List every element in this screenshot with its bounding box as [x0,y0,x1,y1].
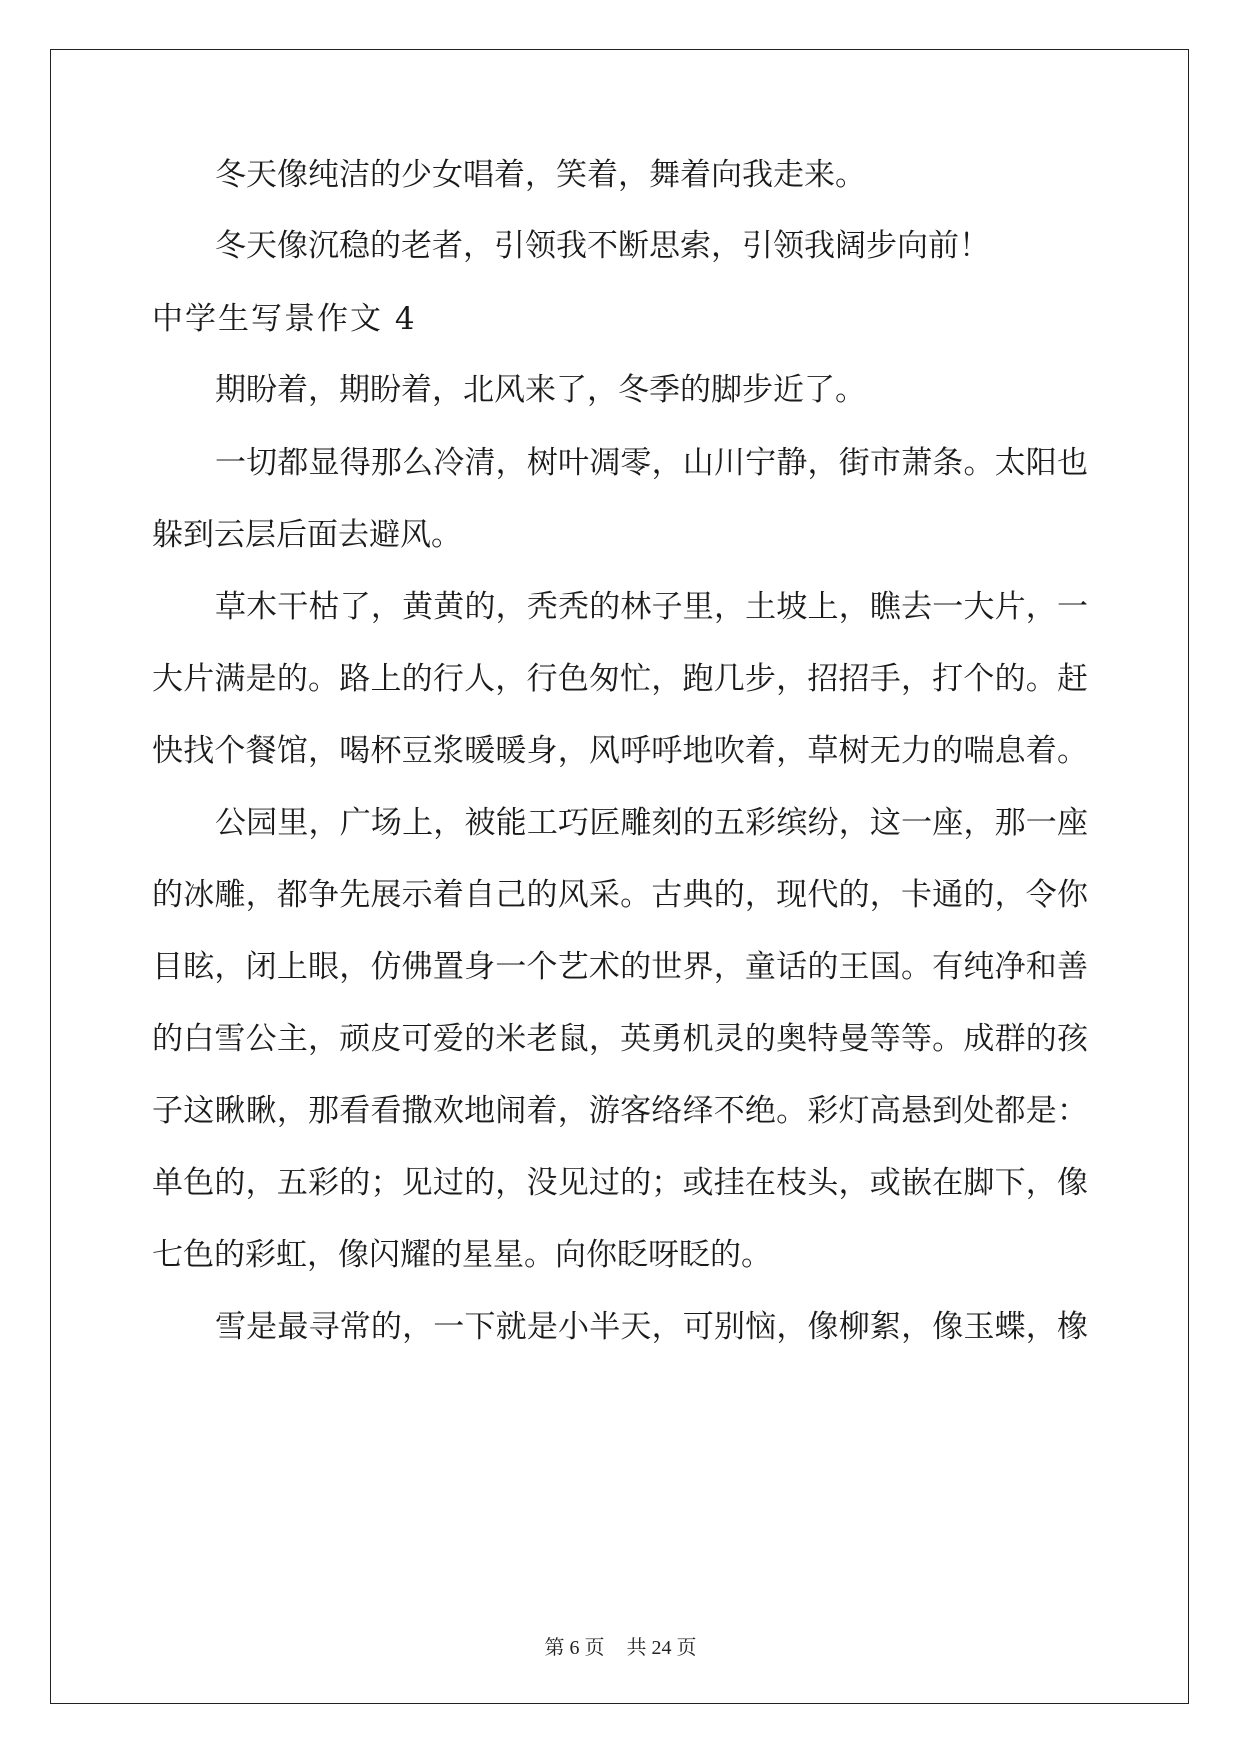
paragraph-line: 大片满是的。路上的行人，行色匆忙，跑几步，招招手，打个的。赶 [152,661,1088,697]
paragraph-line: 一切都显得那么冷清，树叶凋零，山川宁静，街市萧条。太阳也 [215,445,1088,481]
paragraph-line: 冬天像纯洁的少女唱着，笑着，舞着向我走来。 [215,157,866,193]
paragraph-line: 的冰雕，都争先展示着自己的风采。古典的，现代的，卡通的，令你 [152,877,1088,913]
paragraph-line: 期盼着，期盼着，北风来了，冬季的脚步近了。 [215,372,866,408]
paragraph-line: 快找个餐馆，喝杯豆浆暖暖身，风呼呼地吹着，草树无力的喘息着。 [152,733,1088,769]
paragraph-line: 雪是最寻常的，一下就是小半天，可别恼，像柳絮，像玉蝶，橡 [215,1309,1088,1345]
paragraph-line: 七色的彩虹，像闪耀的星星。向你眨呀眨的。 [152,1237,772,1273]
page-number: 第 6 页 [544,1637,605,1659]
page-footer [0,1631,1241,1660]
page-total: 共 24 页 [626,1637,697,1659]
paragraph-line: 公园里，广场上，被能工巧匠雕刻的五彩缤纷，这一座，那一座 [215,805,1088,841]
paragraph-line: 子这瞅瞅，那看看撒欢地闹着，游客络绎不绝。彩灯高悬到处都是： [152,1093,1088,1129]
section-heading: 中学生写景作文 4 [152,301,417,337]
paragraph-line: 的白雪公主，顽皮可爱的米老鼠，英勇机灵的奥特曼等等。成群的孩 [152,1021,1088,1057]
paragraph-line: 单色的，五彩的；见过的，没见过的；或挂在枝头，或嵌在脚下，像 [152,1165,1088,1201]
paragraph-line: 躲到云层后面去避风。 [152,517,462,553]
paragraph-line: 目眩，闭上眼，仿佛置身一个艺术的世界，童话的王国。有纯净和善 [152,949,1088,985]
paragraph-line: 草木干枯了，黄黄的，秃秃的林子里，土坡上，瞧去一大片，一 [215,589,1088,625]
paragraph-line: 冬天像沉稳的老者，引领我不断思索，引领我阔步向前！ [215,228,990,264]
